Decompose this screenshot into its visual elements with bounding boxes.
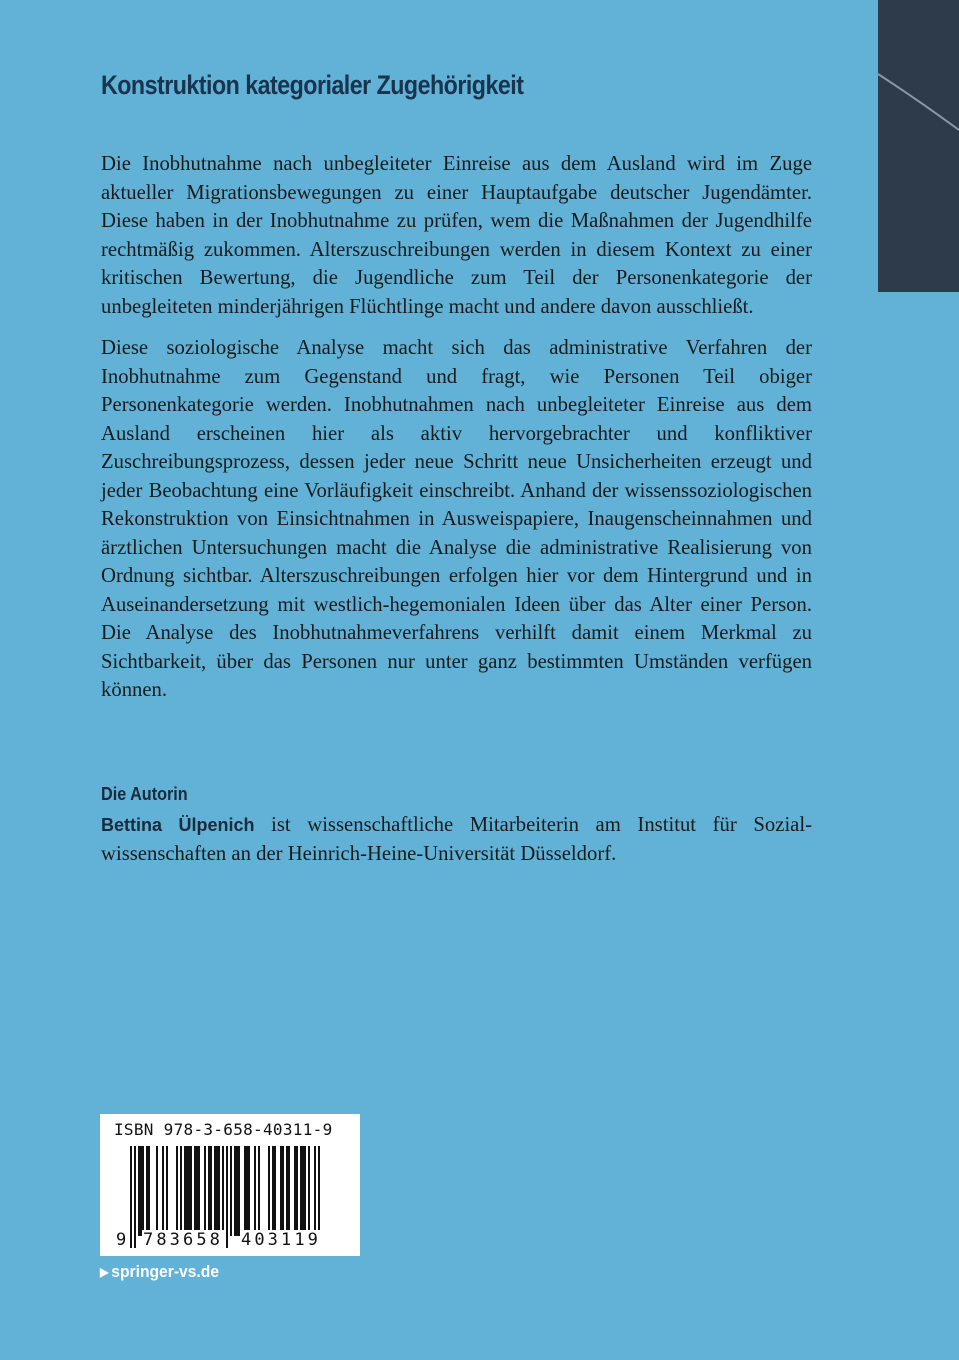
barcode-bar xyxy=(196,1146,198,1236)
barcode-bar xyxy=(162,1146,164,1236)
barcode-bar xyxy=(134,1146,136,1248)
ean-left-digits: 783658 xyxy=(143,1230,224,1250)
barcode-bar xyxy=(142,1146,144,1236)
barcode-bar xyxy=(146,1146,148,1236)
barcode-bar xyxy=(288,1146,290,1236)
barcode-bar xyxy=(138,1146,140,1236)
barcode-bar xyxy=(226,1146,228,1248)
barcode-bar xyxy=(166,1146,168,1236)
barcode-bar xyxy=(272,1146,274,1236)
barcode-bar xyxy=(308,1146,310,1236)
barcode-bar xyxy=(246,1146,248,1236)
barcode-bar xyxy=(140,1146,142,1236)
barcode-bar xyxy=(208,1146,210,1236)
barcode-bar xyxy=(286,1146,288,1236)
barcode-bar xyxy=(274,1146,276,1236)
barcode-bar xyxy=(280,1146,282,1236)
barcode-bar xyxy=(294,1146,296,1236)
barcode-bar xyxy=(282,1146,284,1236)
barcode-bar xyxy=(148,1146,150,1236)
barcode-bar xyxy=(304,1146,306,1236)
ean-right-digits: 403119 xyxy=(241,1230,322,1250)
barcode-bar xyxy=(268,1146,270,1236)
barcode-bar xyxy=(244,1146,246,1236)
barcode-bar xyxy=(130,1146,132,1248)
barcode-bar xyxy=(190,1146,192,1236)
barcode-bar xyxy=(234,1146,236,1236)
barcode-bar xyxy=(180,1146,182,1236)
barcode-bar xyxy=(216,1146,218,1236)
barcode-bar xyxy=(198,1146,200,1236)
publisher-url: springer-vs.de xyxy=(111,1262,220,1281)
book-title: Konstruktion kategorialer Zugehörigkeit xyxy=(101,70,524,100)
barcode-bar xyxy=(254,1146,256,1236)
barcode-bar xyxy=(236,1146,238,1236)
barcode-bar xyxy=(184,1146,186,1236)
barcode-bar xyxy=(210,1146,212,1236)
author-name: Bettina Ülpenich xyxy=(101,815,255,835)
barcode-bar xyxy=(300,1146,302,1236)
ean-first-digit: 9 xyxy=(116,1230,127,1250)
barcode-bar xyxy=(194,1146,196,1236)
barcode-bar xyxy=(218,1146,220,1236)
barcode-bar xyxy=(302,1146,304,1236)
corner-curve-decoration xyxy=(878,0,959,292)
author-bio xyxy=(101,811,812,869)
triangle-right-icon: ▶ xyxy=(100,1265,109,1279)
blurb-paragraph-1: Die Inobhutnahme nach unbegleiteter Einreise aus dem Ausland wird im Zuge aktueller Migrationsbewegungen zu einer Hauptaufgabe deutscher Jugendämter. Diese haben in der Inobhutnahme zu prüfen, wem die Maßnahmen der Jugendhilfe rechtmäßig zukommen. Alterszuschreibungen werden in diesem Kontext zu einer kritischen Bewertung, die Jugendliche zum Teil der Personenkategorie der unbegleiteten minderjährigen Flüchtlinge macht und andere davon ausschließt. xyxy=(101,153,812,318)
blurb-paragraph-2: Diese soziologische Analyse macht sich das administrative Verfahren der Inobhutnahme zum Gegenstand und fragt, wie Personen Teil obiger Personenkategorie werden. Inobhutnahmen nach unbegleiteter Einreise aus dem Ausland erscheinen hier als aktiv hervorgebrachter und konfliktiver Zuschreibungsprozess, dessen jeder neue Schritt neue Unsicherheiten erzeugt und jeder Beobachtung eine Vorläufigkeit einschreibt. Anhand der wissenssoziologischen Rekonstruktion von Einsichtnahmen in Ausweispapiere, Inaugenscheinnahmen und ärztlichen Untersuchungen macht die Analyse die administrative Realisierung von Ordnung sichtbar. Alterszuschreibungen erfolgen hier vor dem Hintergrund und in Auseinandersetzung mit westlich-hegemonialen Ideen über das Alter einer Person. Die Analyse des Inobhutnahmeverfahrens verhilft damit einem Merkmal zu Sichtbarkeit, über das Personen nur unter ganz bestimmten Umständen verfügen können. xyxy=(101,337,812,701)
publisher-link[interactable] xyxy=(100,1262,219,1282)
isbn-label: ISBN 978-3-658-40311-9 xyxy=(114,1120,333,1139)
barcode-bar xyxy=(214,1146,216,1236)
corner-accent-block xyxy=(878,0,959,292)
author-bio-text: ist wissenschaftliche Mitarbeiterin am Institut für Sozialwissenschaften an der Heinrich-Heine-Universität Düsseldorf. xyxy=(101,814,813,865)
barcode-bar xyxy=(296,1146,298,1236)
barcode-bar xyxy=(230,1146,232,1236)
barcode-bar xyxy=(258,1146,260,1236)
barcode-bar xyxy=(176,1146,178,1236)
barcode-bar xyxy=(238,1146,240,1236)
blurb xyxy=(101,150,812,718)
barcode-bar xyxy=(156,1146,158,1236)
barcode-bar xyxy=(186,1146,188,1236)
barcode-bar xyxy=(204,1146,206,1236)
author-heading: Die Autorin xyxy=(101,784,188,804)
isbn-barcode-box xyxy=(100,1114,360,1256)
barcode-bar xyxy=(188,1146,190,1236)
barcode-bar xyxy=(248,1146,250,1236)
